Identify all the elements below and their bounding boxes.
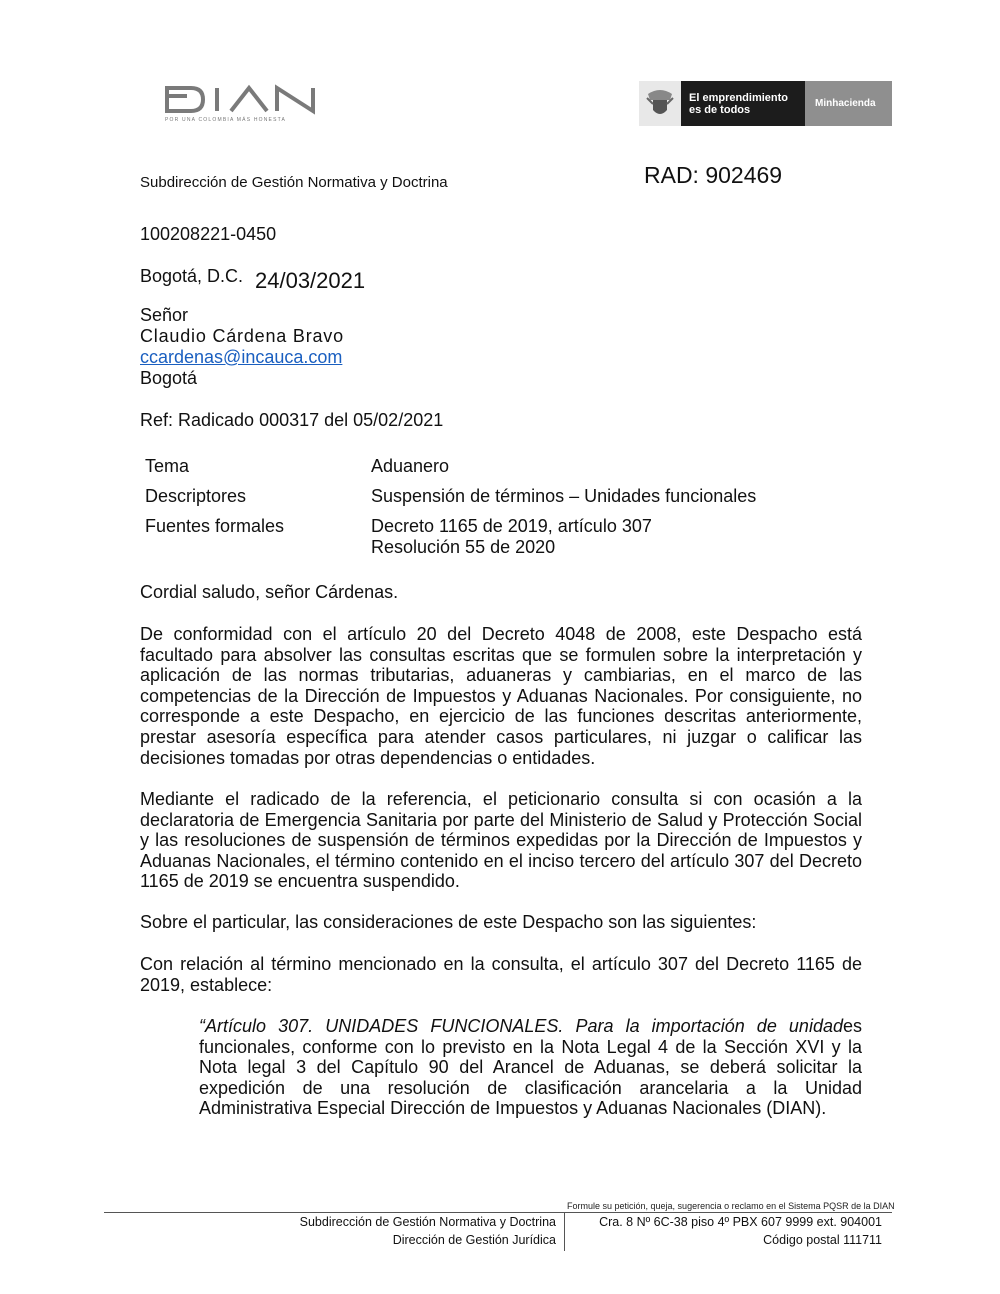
reference-line: Ref: Radicado 000317 del 05/02/2021 bbox=[140, 410, 444, 430]
table-row bbox=[145, 486, 756, 516]
footer-vertical-divider bbox=[564, 1213, 565, 1251]
coat-of-arms-icon bbox=[639, 81, 681, 126]
table-label: Tema bbox=[145, 456, 190, 476]
table-label: Fuentes formales bbox=[145, 516, 285, 536]
partner-name: Minhacienda bbox=[805, 81, 892, 126]
recipient-salutation: Señor bbox=[140, 305, 189, 325]
partner-slogan-line1: El emprendimiento bbox=[689, 92, 789, 104]
article-quote-text: es funcionales, conforme con lo previsto en la Nota Legal 4 de la Sección XVI y la Nota legal 3 del Capítulo 90 del Arancel de Aduanas, se deberá solicitar la expedición de una resolución de clasificación arancelaria a la Unidad Administrativa Especial Dirección de Impuestos y Aduanas Nacionales (DIAN). bbox=[199, 1016, 862, 1119]
partner-slogan bbox=[681, 81, 805, 126]
table-row bbox=[145, 516, 756, 558]
document-number: 100208221-0450 bbox=[140, 224, 277, 244]
city-label: Bogotá, D.C. bbox=[140, 266, 244, 286]
paragraph-article-intro: Con relación al término mencionado en la consulta, el artículo 307 del Decreto 1165 de 2019, establece: bbox=[140, 954, 862, 995]
recipient-email[interactable] bbox=[140, 347, 342, 368]
table-value: Aduanero bbox=[371, 456, 450, 476]
footer-postal-code: Código postal 111711 bbox=[763, 1233, 882, 1247]
article-quote-italic: “Artículo 307. UNIDADES FUNCIONALES. Para la importación de unidad bbox=[199, 1016, 843, 1036]
table-value-line2: Resolución 55 de 2020 bbox=[371, 537, 556, 557]
paragraph-considerations: Sobre el particular, las consideraciones de este Despacho son las siguientes: bbox=[140, 912, 757, 932]
paragraph-competence: De conformidad con el artículo 20 del Decreto 4048 de 2008, este Despacho está facultado para absolver las consultas escritas que se formulen sobre la interpretación y aplicación de las normas tributarias, aduaneras y cambiarias, en el marco de las competencias de la Dirección de Impuestos y Aduanas Nacionales. Por consiguiente, no corresponde a este Despacho, en ejercicio de las funciones descritas anteriormente, prestar asesoría específica para atender casos particulares, ni juzgar o calificar las decisiones tomadas por otras dependencias o entidades. bbox=[140, 624, 862, 768]
footer-direction: Dirección de Gestión Jurídica bbox=[392, 1233, 556, 1247]
greeting: Cordial saludo, señor Cárdenas. bbox=[140, 582, 399, 602]
article-quote bbox=[199, 1016, 862, 1119]
partner-slogan-line2: es de todos bbox=[689, 104, 751, 116]
footer-address: Cra. 8 Nº 6C-38 piso 4º PBX 607 9999 ext. 904001 bbox=[599, 1215, 882, 1229]
recipient-email-link[interactable]: ccardenas@incauca.com bbox=[140, 347, 343, 367]
table-value-cell bbox=[371, 516, 756, 558]
footer-office: Subdirección de Gestión Normativa y Doctrina bbox=[299, 1215, 556, 1229]
dian-logo bbox=[165, 82, 325, 127]
footer-divider bbox=[104, 1212, 892, 1213]
recipient-name: Claudio Cárdena Bravo bbox=[140, 326, 344, 346]
table-label: Descriptores bbox=[145, 486, 247, 506]
paragraph-query: Mediante el radicado de la referencia, el peticionario consulta si con ocasión a la declaratoria de Emergencia Sanitaria por parte del Ministerio de Salud y Protección Social y las resoluciones de suspensión de términos expedidas por la Dirección de Impuestos y Aduanas Nacionales, el término contenido en el inciso tercero del artículo 307 del Decreto 1165 de 2019 se encuentra suspendido. bbox=[140, 789, 862, 892]
table-value: Suspensión de términos – Unidades funcionales bbox=[371, 486, 757, 506]
table-row bbox=[145, 456, 756, 486]
recipient-city: Bogotá bbox=[140, 368, 198, 388]
table-value: Decreto 1165 de 2019, artículo 307 bbox=[371, 516, 652, 536]
office-name: Subdirección de Gestión Normativa y Doctrina bbox=[140, 174, 448, 191]
dian-tagline: POR UNA COLOMBIA MÁS HONESTA bbox=[165, 117, 287, 123]
rad-number: RAD: 902469 bbox=[644, 162, 783, 188]
pqsr-note: Formule su petición, queja, sugerencia o reclamo en el Sistema PQSR de la DIAN bbox=[567, 1201, 895, 1211]
document-date: 24/03/2021 bbox=[255, 268, 366, 293]
reference-table bbox=[145, 456, 756, 558]
minhacienda-logo bbox=[639, 81, 892, 126]
